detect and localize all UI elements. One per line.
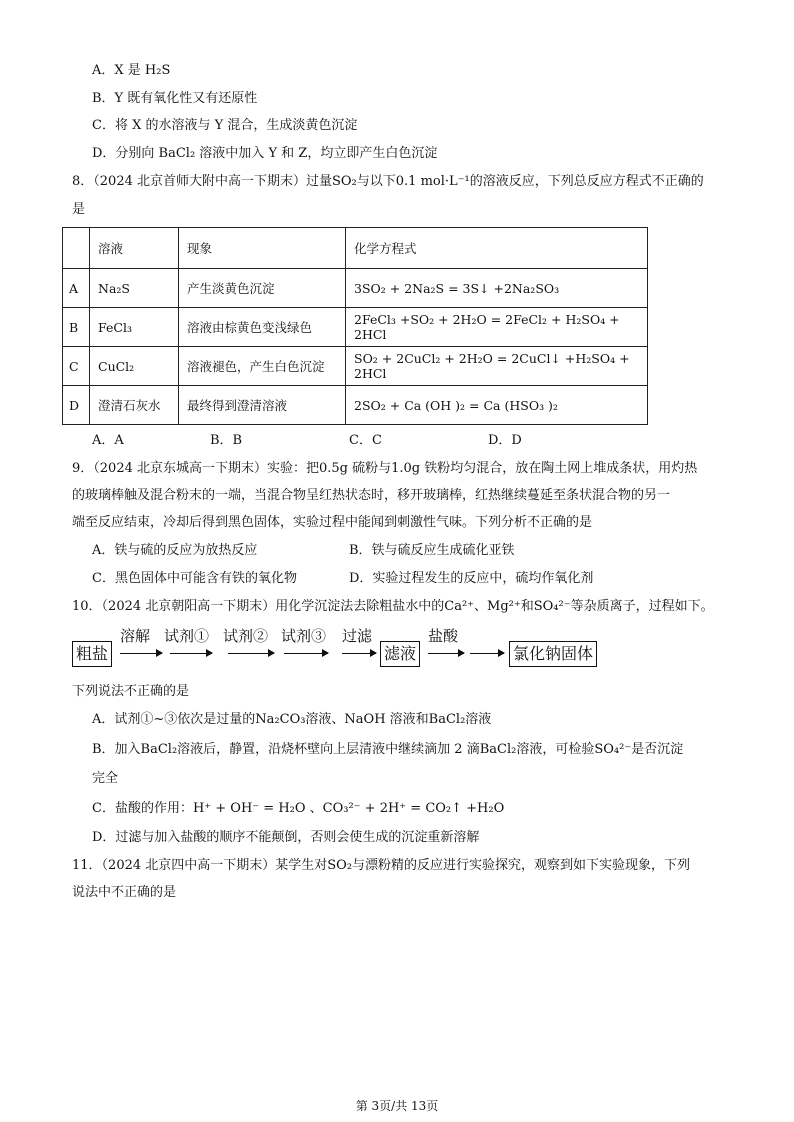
q11-stem-line1: 11．（2024 北京四中高一下期末）某学生对SO₂与漂粉精的反应进行实验探究，观察到如下实验现象，下列 bbox=[72, 858, 691, 873]
table-row bbox=[63, 386, 648, 425]
q8-stem-line2: 是 bbox=[72, 202, 86, 217]
table-row bbox=[63, 308, 648, 347]
flow-arrow bbox=[284, 653, 328, 654]
row-label: B bbox=[63, 308, 90, 347]
q8-option-b: B．B bbox=[210, 433, 243, 448]
flow-step-label: 过滤 bbox=[342, 627, 373, 645]
table-row bbox=[63, 269, 648, 308]
row-solution: CuCl₂ bbox=[90, 347, 179, 386]
flow-step-label: 试剂① bbox=[164, 627, 210, 645]
flow-middle-box: 滤液 bbox=[380, 641, 420, 667]
q9-option-a: A．铁与硫的反应为放热反应 bbox=[92, 543, 258, 558]
flow-step-label: 盐酸 bbox=[428, 627, 459, 645]
q7-option-c: C．将 X 的水溶液与 Y 混合，生成淡黄色沉淀 bbox=[92, 118, 358, 133]
row-label: C bbox=[63, 347, 90, 386]
q8-stem-line1: 8．（2024 北京首师大附中高一下期末）过量SO₂与以下0.1 mol·L⁻¹的溶液反应，下列总反应方程式不正确的 bbox=[72, 174, 704, 189]
q10-question: 下列说法不正确的是 bbox=[72, 684, 190, 699]
table-row bbox=[63, 347, 648, 386]
q10-process-flow bbox=[72, 625, 632, 675]
flow-start-box: 粗盐 bbox=[72, 641, 112, 667]
table-header-cell: 现象 bbox=[179, 228, 346, 269]
q10-option-c: C．盐酸的作用：H⁺ + OH⁻ = H₂O 、CO₃²⁻ + 2H⁺ = CO₂↑ +H₂O bbox=[92, 801, 505, 816]
row-equation: 3SO₂ + 2Na₂S = 3S↓ +2Na₂SO₃ bbox=[346, 269, 648, 308]
flow-arrow bbox=[120, 653, 162, 654]
q10-option-b-line1: B．加入BaCl₂溶液后，静置，沿烧杯壁向上层清液中继续滴加 2 滴BaCl₂溶液，可检验SO₄²⁻是否沉淀 bbox=[92, 742, 684, 757]
table-header-row bbox=[63, 228, 648, 269]
flow-arrow bbox=[470, 653, 504, 654]
flow-step-label: 试剂③ bbox=[281, 627, 327, 645]
row-solution: 澄清石灰水 bbox=[90, 386, 179, 425]
flow-end-box: 氯化钠固体 bbox=[509, 641, 597, 667]
q8-table bbox=[62, 227, 648, 425]
q7-option-b: B．Y 既有氧化性又有还原性 bbox=[92, 91, 258, 106]
flow-arrow bbox=[170, 653, 212, 654]
q8-option-a: A．A bbox=[92, 433, 124, 448]
row-phenomenon: 产生淡黄色沉淀 bbox=[179, 269, 346, 308]
q9-stem-line2: 的玻璃棒触及混合粉末的一端，当混合物呈红热状态时，移开玻璃棒，红热继续蔓延至条状混合物的另一 bbox=[72, 488, 671, 503]
q7-option-a: A．X 是 H₂S bbox=[92, 63, 171, 78]
q9-option-d: D．实验过程发生的反应中，硫均作氧化剂 bbox=[349, 571, 594, 586]
q9-option-c: C．黑色固体中可能含有铁的氧化物 bbox=[92, 571, 297, 586]
q9-stem-line1: 9．（2024 北京东城高一下期末）实验：把0.5g 硫粉与1.0g 铁粉均匀混合，放在陶土网上堆成条状，用灼热 bbox=[72, 461, 698, 476]
q10-option-b-line2: 完全 bbox=[92, 771, 119, 786]
row-solution: Na₂S bbox=[90, 269, 179, 308]
q9-stem-line3: 端至反应结束，冷却后得到黑色固体，实验过程中能闻到刺激性气味。下列分析不正确的是 bbox=[72, 515, 593, 530]
q8-option-d: D．D bbox=[488, 433, 522, 448]
row-phenomenon: 最终得到澄清溶液 bbox=[179, 386, 346, 425]
page-footer: 第 3页/共 13页 bbox=[355, 1099, 439, 1113]
flow-step-label: 试剂② bbox=[223, 627, 269, 645]
row-equation: 2FeCl₃ +SO₂ + 2H₂O = 2FeCl₂ + H₂SO₄ + 2HCl bbox=[346, 308, 648, 347]
row-label: A bbox=[63, 269, 90, 308]
q11-stem-line2: 说法中不正确的是 bbox=[72, 885, 177, 900]
flow-arrow bbox=[228, 653, 274, 654]
table-header-cell bbox=[63, 228, 90, 269]
q10-option-a: A．试剂①~③依次是过量的Na₂CO₃溶液、NaOH 溶液和BaCl₂溶液 bbox=[92, 712, 492, 727]
flow-step-label: 溶解 bbox=[120, 627, 151, 645]
q8-option-c: C．C bbox=[349, 433, 382, 448]
table-header-cell: 溶液 bbox=[90, 228, 179, 269]
row-solution: FeCl₃ bbox=[90, 308, 179, 347]
q7-option-d: D．分别向 BaCl₂ 溶液中加入 Y 和 Z，均立即产生白色沉淀 bbox=[92, 146, 438, 161]
row-equation: 2SO₂ + Ca (OH )₂ = Ca (HSO₃ )₂ bbox=[346, 386, 648, 425]
row-label: D bbox=[63, 386, 90, 425]
row-equation: SO₂ + 2CuCl₂ + 2H₂O = 2CuCl↓ +H₂SO₄ + 2HCl bbox=[346, 347, 648, 386]
flow-arrow bbox=[428, 653, 464, 654]
q9-option-b: B．铁与硫反应生成硫化亚铁 bbox=[349, 543, 515, 558]
row-phenomenon: 溶液由棕黄色变浅绿色 bbox=[179, 308, 346, 347]
flow-arrow bbox=[342, 653, 376, 654]
q10-stem-line1: 10．（2024 北京朝阳高一下期末）用化学沉淀法去除粗盐水中的Ca²⁺、Mg²⁺和SO₄²⁻等杂质离子，过程如下。 bbox=[72, 599, 714, 614]
row-phenomenon: 溶液褪色，产生白色沉淀 bbox=[179, 347, 346, 386]
table-header-cell: 化学方程式 bbox=[346, 228, 648, 269]
q10-option-d: D．过滤与加入盐酸的顺序不能颠倒，否则会使生成的沉淀重新溶解 bbox=[92, 830, 480, 845]
